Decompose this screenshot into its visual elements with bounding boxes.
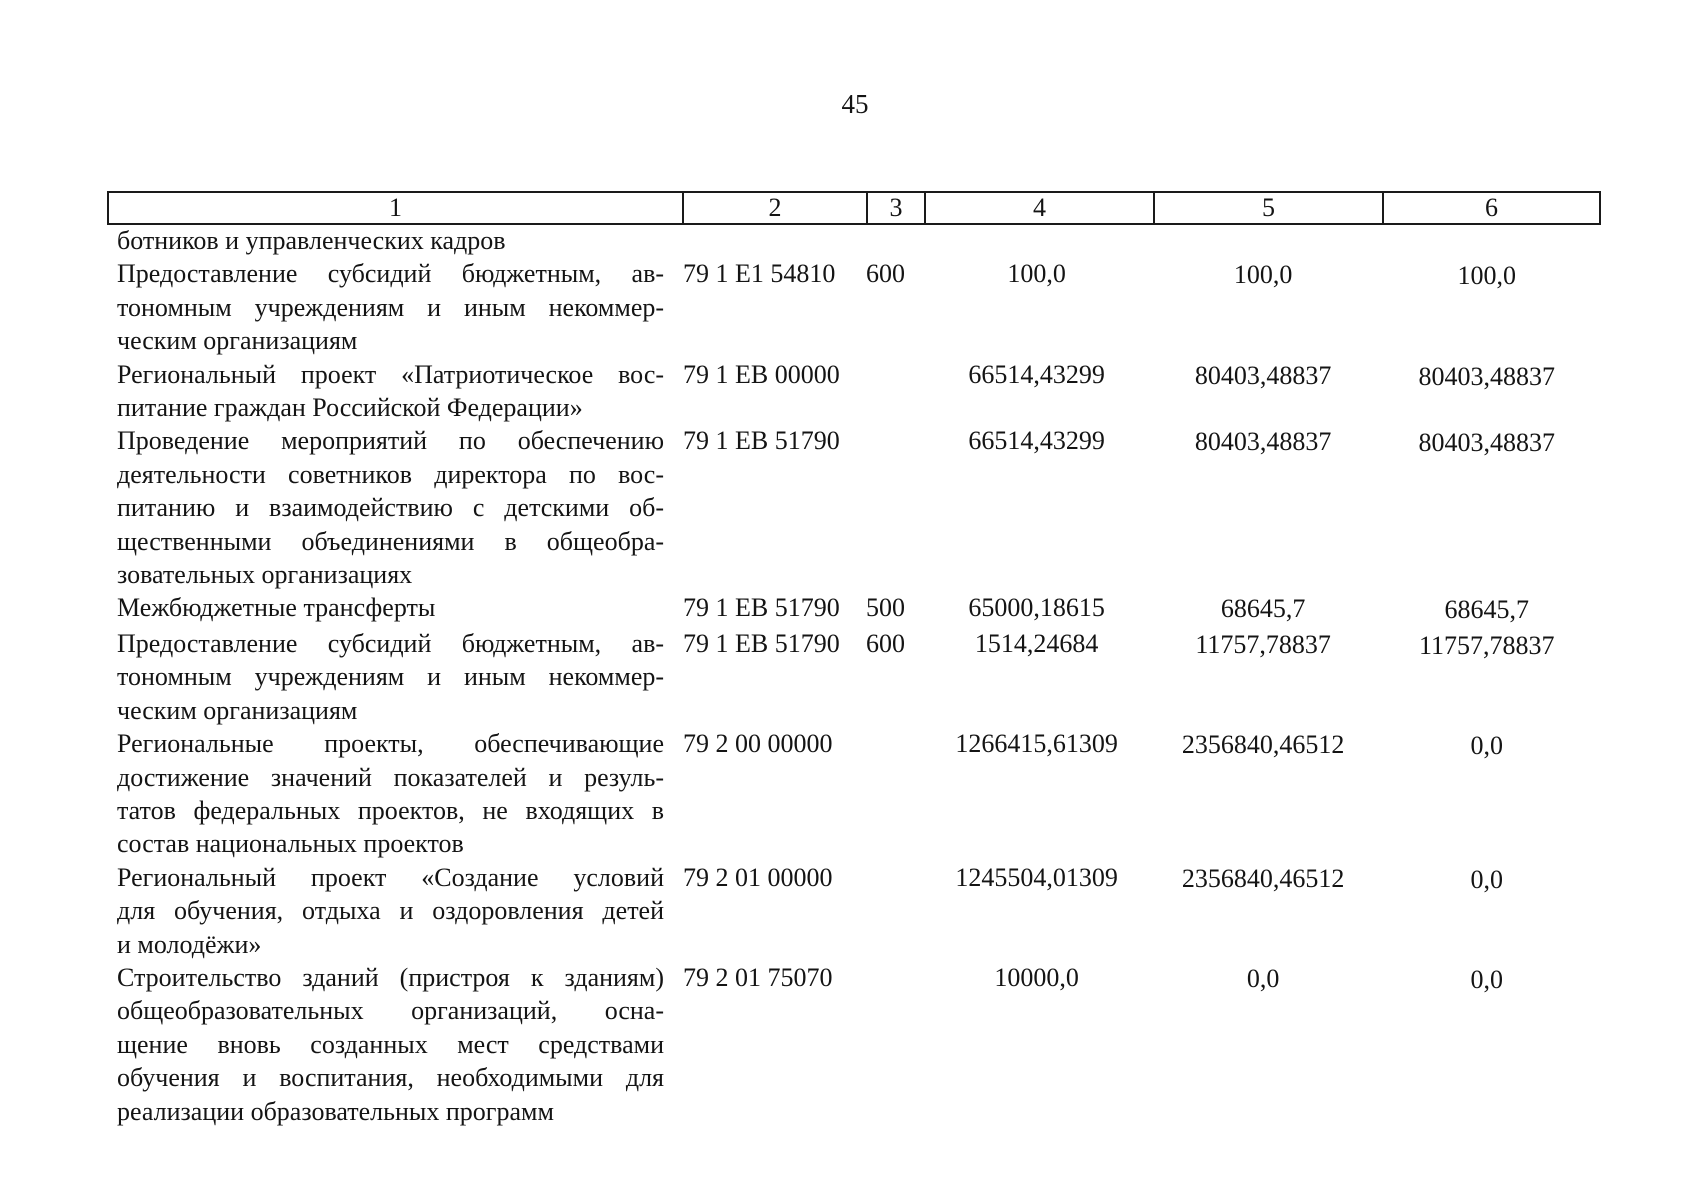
row-value-col4: 1266415,61309 (955, 729, 1118, 759)
row-code: 79 2 01 75070 (683, 962, 833, 992)
row-name-line: Строительство зданий (пристроя к зданиям) (117, 962, 665, 992)
row-value-col4: 66514,43299 (968, 359, 1105, 389)
row-name-line: Проведение мероприятий по обеспечению (117, 426, 665, 456)
header-col-4: 4 (926, 193, 1155, 223)
row-expense-type: 600 (866, 259, 906, 289)
row-value-col5: 80403,48837 (1194, 427, 1332, 457)
row-code: 79 1 E1 54810 (683, 259, 836, 289)
row-code: 79 1 EB 00000 (683, 359, 840, 389)
row-expense-type: 600 (866, 628, 906, 658)
row-value-col6: 11757,78837 (1418, 630, 1555, 660)
row-name (117, 591, 664, 624)
table-body (117, 224, 1597, 1128)
table-row (117, 257, 1597, 357)
row-name (117, 257, 664, 357)
header-col-1: 1 (109, 193, 684, 223)
row-value-col5: 2356840,46512 (1181, 863, 1345, 893)
row-value-col5 (1150, 224, 1377, 225)
row-value-col5: 68645,7 (1220, 594, 1306, 624)
row-value-col6: 80403,48837 (1418, 428, 1555, 458)
row-name-line: деятельности советников директора по вос- (117, 459, 665, 489)
header-col-2: 2 (684, 193, 868, 223)
row-name-line: питание граждан Российской Федерации» (117, 393, 583, 423)
row-name (117, 727, 664, 861)
row-name-line: ботников и управленческих кадров (117, 226, 506, 255)
table-row (117, 727, 1597, 861)
row-name-line: питанию и взаимодействию с детскими об- (117, 493, 665, 523)
header-col-3: 3 (868, 193, 926, 223)
row-name-line: состав национальных проектов (117, 829, 464, 859)
row-expense-type: 500 (866, 593, 906, 623)
row-value-col6: 100,0 (1457, 261, 1516, 291)
row-code: 79 2 00 00000 (683, 729, 833, 759)
row-code: 79 1 EB 51790 (683, 628, 840, 658)
row-value-col4: 10000,0 (994, 962, 1079, 992)
row-value-col4: 65000,18615 (968, 593, 1105, 623)
row-name-line: тономным учреждениям и иным некоммер- (117, 662, 665, 692)
row-value-col6: 80403,48837 (1418, 361, 1555, 391)
row-name (117, 861, 664, 961)
row-name-line: щественными объединениями в общеобра- (117, 526, 665, 556)
row-value-col4: 1245504,01309 (955, 862, 1118, 892)
row-value-col5: 100,0 (1233, 260, 1293, 290)
row-name-line: Региональные проекты, обеспечивающие (117, 729, 665, 759)
row-name-line: реализации образовательных программ (117, 1096, 554, 1126)
row-name-line: достижение значений показателей и резуль- (117, 762, 665, 792)
row-name-line: Предоставление субсидий бюджетным, ав- (117, 259, 665, 289)
row-name-line: Предоставление субсидий бюджетным, ав- (117, 628, 665, 658)
row-name (117, 224, 664, 257)
table-row (117, 861, 1597, 961)
row-value-col4: 100,0 (1007, 259, 1066, 289)
row-value-col4: 66514,43299 (968, 426, 1105, 456)
row-value-col6: 0,0 (1470, 864, 1503, 894)
header-col-6: 6 (1485, 193, 1498, 222)
row-name-line: Региональный проект «Создание условий (117, 862, 665, 892)
row-value-col6: 0,0 (1470, 731, 1503, 761)
row-value-col5: 11757,78837 (1195, 629, 1331, 659)
row-name (117, 358, 664, 425)
row-name-line: Региональный проект «Патриотическое вос- (117, 359, 665, 389)
row-value-col6 (1376, 224, 1597, 226)
row-name-line: общеобразовательных организаций, осна- (117, 996, 665, 1026)
row-value-col5: 80403,48837 (1194, 360, 1332, 390)
table-row (117, 591, 1597, 626)
row-value-col5: 2356840,46512 (1181, 730, 1345, 760)
table-row (117, 961, 1597, 1128)
row-name (117, 961, 664, 1128)
row-code: 79 1 EB 51790 (683, 593, 840, 623)
header-col-5: 5 (1155, 193, 1384, 223)
row-name-line: ческим организациям (117, 695, 358, 725)
table-row (117, 358, 1597, 425)
row-name-line: тономным учреждениям и иным некоммер- (117, 292, 665, 322)
page-number: 45 (841, 89, 869, 119)
row-name-line: татов федеральных проектов, не входящих в (117, 795, 665, 825)
row-value-col4: 1514,24684 (974, 628, 1099, 658)
row-name-line: и молодёжи» (117, 929, 262, 959)
row-code: 79 2 01 00000 (683, 862, 833, 892)
table-header (107, 191, 1601, 225)
row-name (117, 424, 664, 591)
row-value-col6: 0,0 (1470, 964, 1503, 994)
row-name-line: обучения и воспитания, необходимыми для (117, 1063, 665, 1093)
row-name-line: зовательных организациях (117, 560, 413, 590)
row-value-col5: 0,0 (1246, 963, 1280, 993)
table-row (117, 627, 1597, 727)
row-name-line: для обучения, отдыха и оздоровления детей (117, 896, 665, 926)
row-code: 79 1 EB 51790 (683, 426, 840, 456)
row-name-line: щение вновь созданных мест средствами (117, 1029, 665, 1059)
row-name (117, 627, 664, 727)
row-name-line: ческим организациям (117, 326, 358, 356)
table-row (117, 224, 1597, 257)
row-value-col6: 68645,7 (1444, 595, 1529, 625)
table-row (117, 424, 1597, 591)
row-name-line: Межбюджетные трансферты (117, 593, 436, 623)
